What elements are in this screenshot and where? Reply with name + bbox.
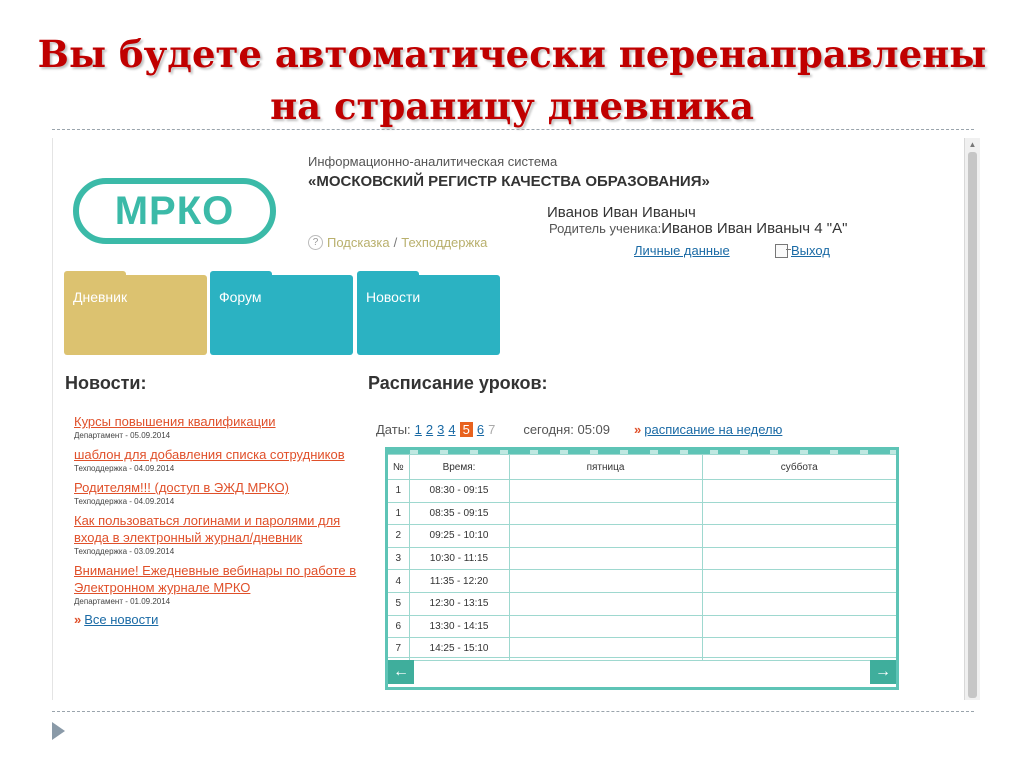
news-item (74, 446, 374, 473)
news-item-meta: Техподдержка - 03.09.2014 (74, 547, 175, 556)
lesson-num: 4 (388, 570, 409, 593)
slide-title-line1: Вы будете автоматически перенаправлены (37, 32, 987, 76)
col-header-num: № (388, 455, 409, 480)
friday-cell[interactable] (509, 615, 702, 638)
logout-button[interactable] (775, 243, 830, 258)
tab-diary[interactable]: Дневник (64, 275, 207, 355)
scroll-up-arrow-icon[interactable]: ▲ (968, 140, 977, 149)
week-schedule-label: расписание на неделю (644, 422, 783, 437)
news-item-meta: Техподдержка - 04.09.2014 (74, 464, 175, 473)
logout-label: Выход (791, 243, 830, 258)
friday-cell[interactable] (509, 525, 702, 548)
news-item (74, 479, 374, 506)
prev-day-arrow-icon[interactable]: ← (388, 660, 414, 684)
schedule-heading: Расписание уроков: (368, 373, 548, 393)
news-item-meta: Департамент - 05.09.2014 (74, 431, 171, 440)
raquo-icon: » (634, 422, 642, 437)
date-selector (376, 422, 782, 437)
lesson-num: 2 (388, 525, 409, 548)
friday-cell[interactable] (509, 480, 702, 503)
student-name: Иванов Иван Иваныч 4 "А" (661, 220, 848, 237)
date-link-3[interactable]: 3 (437, 422, 445, 437)
date-current[interactable]: 5 (460, 422, 473, 437)
news-item (74, 562, 374, 606)
lesson-num: 3 (388, 547, 409, 570)
news-item-meta: Техподдержка - 04.09.2014 (74, 497, 175, 506)
table-row (388, 525, 896, 548)
news-item-meta: Департамент - 01.09.2014 (74, 597, 171, 606)
lesson-time: 12:30 - 13:15 (409, 592, 509, 615)
bottom-divider (52, 711, 974, 712)
next-day-arrow-icon[interactable]: → (870, 660, 896, 684)
all-news-link[interactable] (74, 612, 374, 627)
date-link-2[interactable]: 2 (425, 422, 434, 437)
mrko-logo[interactable] (73, 178, 276, 244)
hint-separator: / (393, 235, 398, 250)
top-divider (52, 129, 974, 130)
news-item (74, 413, 374, 440)
table-row (388, 615, 896, 638)
news-item-link[interactable]: Родителям!!! (доступ в ЭЖД МРКО) (74, 480, 289, 495)
friday-cell[interactable] (509, 547, 702, 570)
logo-text: МРКО (114, 188, 235, 233)
slide-bullet-icon (52, 722, 65, 740)
saturday-cell[interactable] (702, 570, 896, 593)
lesson-num: 1 (388, 502, 409, 525)
lesson-time: 11:35 - 12:20 (409, 570, 509, 593)
lesson-num: 6 (388, 615, 409, 638)
saturday-cell[interactable] (702, 547, 896, 570)
scroll-thumb[interactable] (968, 152, 977, 698)
system-name: «МОСКОВСКИЙ РЕГИСТР КАЧЕСТВА ОБРАЗОВАНИЯ» (308, 173, 710, 190)
help-links (308, 235, 487, 250)
personal-data-link[interactable]: Личные данные (634, 243, 730, 258)
lesson-num: 1 (388, 480, 409, 503)
lesson-num: 7 (388, 638, 409, 661)
saturday-cell[interactable] (702, 480, 896, 503)
news-list (74, 413, 374, 627)
lesson-time: 14:25 - 15:10 (409, 638, 509, 661)
schedule-table-container (385, 447, 899, 690)
date-link-4[interactable]: 4 (448, 422, 456, 437)
table-row (388, 502, 896, 525)
slide-title-line2: на страницу дневника (270, 84, 754, 128)
saturday-cell[interactable] (702, 592, 896, 615)
lesson-time: 10:30 - 11:15 (409, 547, 509, 570)
dates-label: Даты: (376, 422, 411, 437)
lesson-num: 5 (388, 592, 409, 615)
friday-cell[interactable] (509, 502, 702, 525)
schedule-table (388, 454, 896, 661)
parent-info (549, 220, 847, 237)
date-link-6[interactable]: 6 (476, 422, 485, 437)
browser-screenshot (52, 138, 980, 700)
exit-icon (775, 244, 788, 258)
today-label: сегодня: 05:09 (523, 422, 611, 437)
table-row (388, 592, 896, 615)
date-link-7[interactable]: 7 (488, 422, 496, 437)
friday-cell[interactable] (509, 592, 702, 615)
col-header-saturday: суббота (702, 455, 896, 480)
tab-forum[interactable]: Форум (210, 275, 353, 355)
news-item-link[interactable]: Как пользоваться логинами и паролями для входа в электронный журнал/дневник (74, 513, 341, 545)
col-header-friday: пятница (509, 455, 702, 480)
all-news-label: Все новости (84, 612, 159, 627)
table-row (388, 547, 896, 570)
support-link[interactable]: Техподдержка (401, 235, 488, 250)
table-row (388, 570, 896, 593)
lesson-time: 09:25 - 10:10 (409, 525, 509, 548)
friday-cell[interactable] (509, 570, 702, 593)
saturday-cell[interactable] (702, 615, 896, 638)
lesson-time: 08:30 - 09:15 (409, 480, 509, 503)
saturday-cell[interactable] (702, 525, 896, 548)
raquo-icon: » (74, 612, 82, 627)
saturday-cell[interactable] (702, 502, 896, 525)
news-item-link[interactable]: шаблон для добавления списка сотрудников (74, 447, 345, 462)
parent-label: Родитель ученика: (549, 221, 662, 236)
news-item-link[interactable]: Внимание! Ежедневные вебинары по работе в Электронном журнале МРКО (74, 563, 357, 595)
table-footer (388, 657, 896, 687)
question-icon: ? (308, 235, 323, 250)
slide-title (0, 28, 1024, 132)
date-link-1[interactable]: 1 (414, 422, 422, 437)
news-item (74, 512, 374, 556)
user-name: Иванов Иван Иваныч (547, 204, 696, 221)
col-header-time: Время: (409, 455, 509, 480)
vertical-scrollbar[interactable] (964, 138, 980, 700)
system-subtitle: Информационно-аналитическая система (308, 154, 558, 169)
news-item-link[interactable]: Курсы повышения квалификации (74, 414, 276, 429)
news-heading: Новости: (65, 373, 147, 393)
table-row (388, 480, 896, 503)
lesson-time: 13:30 - 14:15 (409, 615, 509, 638)
tab-news[interactable]: Новости (357, 275, 500, 355)
hint-link[interactable]: Подсказка (327, 235, 390, 250)
table-header-row (388, 455, 896, 480)
week-schedule-link[interactable] (634, 422, 782, 437)
lesson-time: 08:35 - 09:15 (409, 502, 509, 525)
